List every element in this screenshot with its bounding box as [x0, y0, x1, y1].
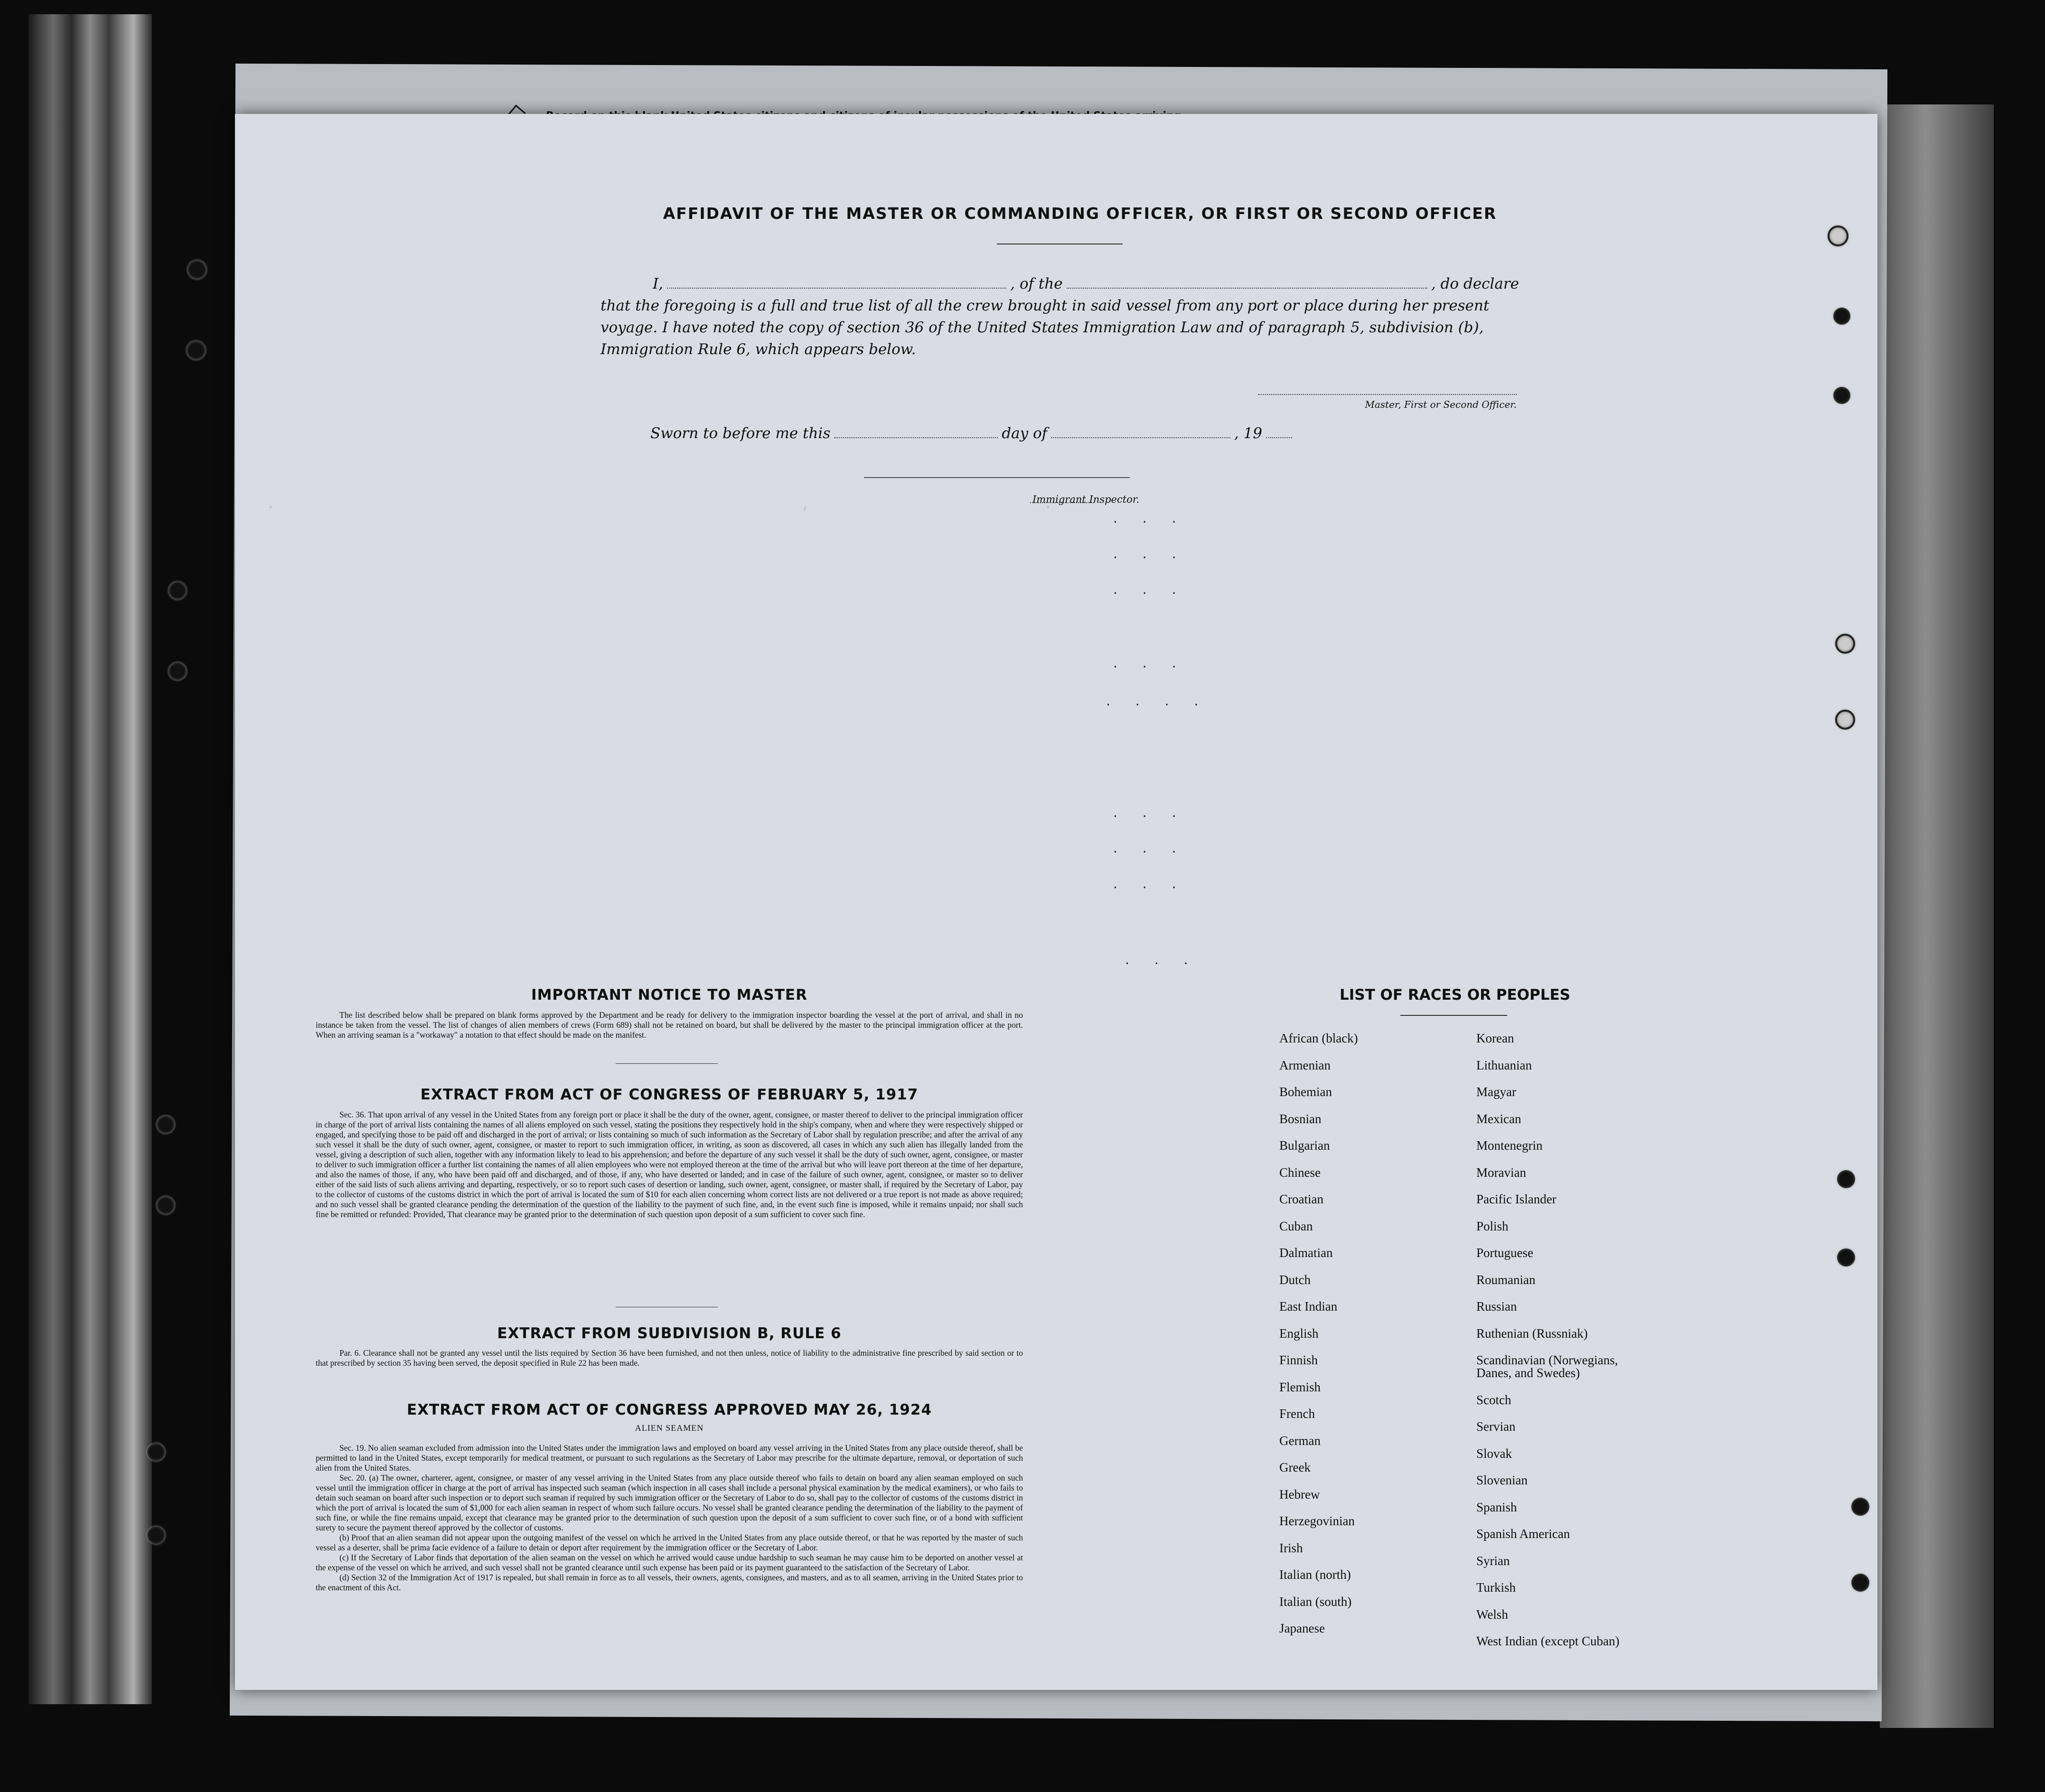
- race-item: Ruthenian (Russniak): [1476, 1326, 1588, 1341]
- binder-hole-icon: [1851, 1498, 1869, 1516]
- dot-marks: . . .: [1113, 655, 1187, 671]
- dot-marks: . . .: [1113, 840, 1187, 856]
- race-item: Slovak: [1476, 1446, 1512, 1461]
- race-item: Turkish: [1476, 1580, 1516, 1595]
- race-item: Bohemian: [1279, 1085, 1332, 1099]
- act-1917-body: [316, 1110, 1023, 1220]
- dot-marks: . . . .: [1106, 693, 1209, 709]
- sec-20a-text: Sec. 20. (a) The owner, charterer, agent, consignee, or master of any vessel arriving in the United States from any place outside thereof who fails to detain on board any alien seaman employed on such vessel until the immigration officer in charge at the port of arrival has inspected such seaman (which inspection in all cases shall include a personal physical examination by the medical examiners), or who fails to detain such seaman on board after such inspection or to deport such seaman if required by such immigration officer or the Secretary of Labor to do so, shall pay to the collector of customs of the customs district in which the port of arrival is located the sum of $1,000 for each alien seaman in respect of whom such failure occurs. No vessel shall be granted clearance pending the determination of the liability to the payment of such fine, or while the fine remains unpaid, except that clearance may be granted prior to the determination of such question upon the deposit of a sum sufficient to cover such fine, or of a bond with sufficient surety to secure the payment thereof approved by the collector of customs.: [316, 1473, 1023, 1532]
- race-item: Russian: [1476, 1299, 1517, 1314]
- race-item: Slovenian: [1476, 1473, 1528, 1487]
- scan-edge-left: [28, 14, 152, 1704]
- race-item: Italian (south): [1279, 1594, 1352, 1609]
- binder-hole-icon: [188, 260, 206, 279]
- binder-hole-icon: [1837, 1248, 1855, 1267]
- binder-hole-icon: [169, 582, 187, 600]
- binder-hole-icon: [1851, 1574, 1869, 1592]
- name-field[interactable]: [667, 276, 1006, 289]
- dot-marks: . . .: [1113, 805, 1187, 820]
- dot-marks: . . .: [1113, 582, 1187, 597]
- act-1917-text: Sec. 36. That upon arrival of any vessel in the United States from any foreign port or place it shall be the duty of the owner, agent, consignee, or master thereof to deliver to the principal immigration officer in charge of the port of arrival lists containing the names of all aliens employed on such vessel, stating the positions they respectively hold in the ship's company, when and where they were respectively shipped or engaged, and specifying those to be paid off and discharged in the port of arrival; or lists containing so much of such information as the Secretary of Labor shall by regulation prescribe; and after the arrival of any such vessel it shall be the duty of such owner, agent, consignee, or master to report to such immigration officer, in writing, as soon as discovered, all cases in which any such alien has illegally landed from the vessel, giving a description of such alien, together with any information likely to lead to his apprehension; and before the departure of any such vessel it shall be the duty of such owner, agent, consignee, or master to deliver to such immigration officer a further list containing the names of all alien employees who were not employed thereon at the time of the arrival but who will leave port thereon at the time of her departure, and also the names of those, if any, who have been paid off and discharged, and of those, if any, who have deserted or landed; and in case of the failure of such owner, agent, consignee, or master so to deliver either of the said lists of such aliens arriving and departing, respectively, or so to report such cases of desertion or landing, such owner, agent, consignee, or master shall, if required by the Secretary of Labor, pay to the collector of customs of the customs district in which the port of arrival is located the sum of $10 for each alien concerning whom correct lists are not delivered or a true report is not made as above required; and no such vessel shall be granted clearance pending the determination of the question of the liability to the payment of such fine, and, in the event such fine is imposed, while it remains unpaid; nor shall such fine be remitted or refunded: Provided, That clearance may be granted prior to the determination of such question upon deposit of a sum sufficient to cover such fine.: [316, 1110, 1023, 1219]
- sworn-line: [650, 425, 1296, 442]
- race-item: Armenian: [1279, 1058, 1331, 1072]
- race-item: Flemish: [1279, 1379, 1321, 1394]
- sworn-text: , 19: [1234, 425, 1262, 442]
- race-item: French: [1279, 1407, 1315, 1421]
- race-item: Italian (north): [1279, 1567, 1351, 1582]
- bleed-through-text: [285, 522, 294, 560]
- scan-edge-right: [1880, 104, 1994, 1728]
- act-1917-title: EXTRACT FROM ACT OF CONGRESS OF FEBRUARY 5, 1917: [420, 1086, 919, 1103]
- races-title: LIST OF RACES OR PEOPLES: [1339, 986, 1571, 1004]
- race-item: Moravian: [1476, 1165, 1526, 1180]
- act-1924-body: [316, 1443, 1023, 1593]
- affidavit-title: AFFIDAVIT OF THE MASTER OR COMMANDING OFFICER, OR FIRST OR SECOND OFFICER: [663, 204, 1497, 223]
- notice-title: IMPORTANT NOTICE TO MASTER: [531, 986, 807, 1004]
- race-item: Magyar: [1476, 1085, 1516, 1099]
- race-item: Welsh: [1476, 1607, 1508, 1622]
- inspector-label: Immigrant Inspector.: [1032, 494, 1140, 505]
- race-item: Dutch: [1279, 1272, 1311, 1287]
- races-right-column: [1476, 1031, 1676, 1661]
- affidavit-text: voyage. I have noted the copy of section 36 of the United States Immigration Law and of paragraph 5, subdivision (b),: [600, 319, 1484, 336]
- race-item: Korean: [1476, 1031, 1514, 1045]
- race-item: Chinese: [1279, 1165, 1321, 1180]
- race-item: East Indian: [1279, 1299, 1338, 1314]
- affidavit-line: [600, 273, 1519, 295]
- dot-marks: . . .: [1113, 546, 1187, 562]
- binder-hole-icon: [187, 341, 206, 360]
- race-item: German: [1279, 1433, 1321, 1448]
- race-item: Scandinavian (Norwegians,: [1476, 1353, 1618, 1367]
- act-1924-subtitle: ALIEN SEAMEN: [635, 1423, 704, 1433]
- sworn-day-field[interactable]: [834, 427, 998, 438]
- race-item: Danes, and Swedes): [1476, 1366, 1580, 1380]
- races-divider: [1400, 1015, 1507, 1016]
- race-item: Syrian: [1476, 1553, 1510, 1568]
- binder-hole-icon: [147, 1526, 165, 1544]
- race-item: Polish: [1476, 1219, 1509, 1233]
- race-item: African (black): [1279, 1031, 1358, 1045]
- section-divider: [616, 1063, 718, 1064]
- binder-hole-icon: [157, 1196, 175, 1214]
- sworn-text: day of: [1002, 425, 1048, 442]
- binder-hole-icon: [1835, 634, 1855, 654]
- race-item: Japanese: [1279, 1621, 1325, 1635]
- race-item: Lithuanian: [1476, 1058, 1532, 1072]
- signature-field[interactable]: [1258, 394, 1517, 395]
- dot-marks: . . .: [1113, 876, 1187, 891]
- race-item: Irish: [1279, 1540, 1303, 1555]
- race-item: Bosnian: [1279, 1111, 1322, 1126]
- race-item: Croatian: [1279, 1192, 1323, 1206]
- race-item: Hebrew: [1279, 1487, 1320, 1501]
- binder-hole-icon: [1837, 1170, 1855, 1188]
- vessel-field[interactable]: [1067, 276, 1427, 289]
- race-item: English: [1279, 1326, 1319, 1341]
- sworn-month-field[interactable]: [1051, 427, 1230, 438]
- binder-hole-icon: [169, 662, 187, 680]
- race-item: Cuban: [1279, 1219, 1313, 1233]
- binder-hole-icon: [147, 1443, 165, 1461]
- binder-hole-icon: [1828, 225, 1848, 246]
- affidavit-text: , of the: [1010, 275, 1063, 292]
- race-item: Bulgarian: [1279, 1138, 1330, 1153]
- bleed-through-text: . , .: [266, 494, 1053, 513]
- dot-marks: . . .: [1125, 952, 1199, 967]
- sworn-text: Sworn to before me this: [650, 425, 831, 442]
- race-item: Portuguese: [1476, 1246, 1533, 1260]
- affidavit-body: [600, 273, 1519, 360]
- rule-6-text: Par. 6. Clearance shall not be granted any vessel until the lists required by Section 36 have been furnished, and not then unless, notice of liability to the administrative fine prescribed by said section or to that prescribed by section 35 having been served, the deposit specified in Rule 22 has been made.: [316, 1348, 1023, 1368]
- race-item: Dalmatian: [1279, 1246, 1333, 1260]
- sec-19-text: Sec. 19. No alien seaman excluded from admission into the United States under the immigration laws and employed on board any vessel arriving in the United States from any place outside thereof, shall be permitted to land in the United States, except temporarily for medical treatment, or pursuant to such regulations as the Secretary of Labor may prescribe for the ultimate departure, removal, or deportation of such alien from the United States.: [316, 1443, 1023, 1473]
- sec-20b-text: (b) Proof that an alien seaman did not appear upon the outgoing manifest of the vessel on which he arrived in the United States from any place outside thereof, or that he was reported by the master of such vessel as a deserter, shall be prima facie evidence of a failure to detain or deport after requirement by the immigration officer or the Secretary of Labor.: [316, 1533, 1023, 1552]
- binder-hole-icon: [1835, 710, 1855, 730]
- sec-20c-text: (c) If the Secretary of Labor finds that deportation of the alien seaman on the vessel on which he arrived would cause undue hardship to such seaman he may cause him to be deported on another vessel at the expense of the vessel on which he arrived, and such vessel shall not be granted clearance until such expense has been paid or its payment guaranteed to the satisfaction of the Secretary of Labor.: [316, 1553, 1023, 1572]
- affidavit-text: I,: [653, 275, 664, 292]
- race-item: Pacific Islander: [1476, 1192, 1557, 1206]
- inspector-signature-field[interactable]: [864, 477, 1130, 478]
- signature-label: Master, First or Second Officer.: [1365, 399, 1517, 410]
- races-left-column: [1279, 1031, 1436, 1648]
- rule-6-title: EXTRACT FROM SUBDIVISION B, RULE 6: [497, 1325, 842, 1342]
- race-item: Mexican: [1476, 1111, 1521, 1126]
- race-item: Spanish: [1476, 1500, 1517, 1514]
- binder-hole-icon: [1833, 308, 1850, 325]
- race-item: Spanish American: [1476, 1527, 1570, 1541]
- act-1924-title: EXTRACT FROM ACT OF CONGRESS APPROVED MAY 26, 1924: [406, 1401, 932, 1418]
- race-item: Finnish: [1279, 1353, 1318, 1367]
- race-item: Herzegovinian: [1279, 1514, 1355, 1528]
- rule-6-body: [316, 1348, 1023, 1368]
- race-item: Roumanian: [1476, 1272, 1536, 1287]
- race-item: Servian: [1476, 1419, 1516, 1434]
- race-item: West Indian (except Cuban): [1476, 1634, 1620, 1648]
- affidavit-text: that the foregoing is a full and true list of all the crew brought in said vessel from any port or place during her present: [600, 297, 1490, 314]
- affidavit-text: Immigration Rule 6, which appears below.: [600, 341, 916, 358]
- race-item: Scotch: [1476, 1392, 1511, 1407]
- binder-hole-icon: [157, 1116, 175, 1134]
- race-item: Montenegrin: [1476, 1138, 1543, 1153]
- race-item: Greek: [1279, 1460, 1311, 1474]
- binder-hole-icon: [1833, 387, 1850, 404]
- notice-body: [316, 1010, 1023, 1040]
- sworn-year-field[interactable]: [1266, 427, 1292, 438]
- notice-text: The list described below shall be prepared on blank forms approved by the Department and be ready for delivery to the immigration inspector boarding the vessel at the port of arrival, and shall in no instance be taken from the vessel. The list of changes of alien members of crews (Form 689) shall not be retained on board, but shall be delivered by the master to the principal immigration officer at the port. When an arriving seaman is a "workaway" a notation to that effect should be made on the manifest.: [316, 1010, 1023, 1040]
- sec-20d-text: (d) Section 32 of the Immigration Act of 1917 is repealed, but shall remain in force as to all vessels, their owners, agents, consignees, and masters, and as to all seamen, arriving in the United States prior to the enactment of this Act.: [316, 1573, 1023, 1592]
- dot-marks: . . .: [1113, 510, 1187, 526]
- affidavit-text: , do declare: [1431, 275, 1519, 292]
